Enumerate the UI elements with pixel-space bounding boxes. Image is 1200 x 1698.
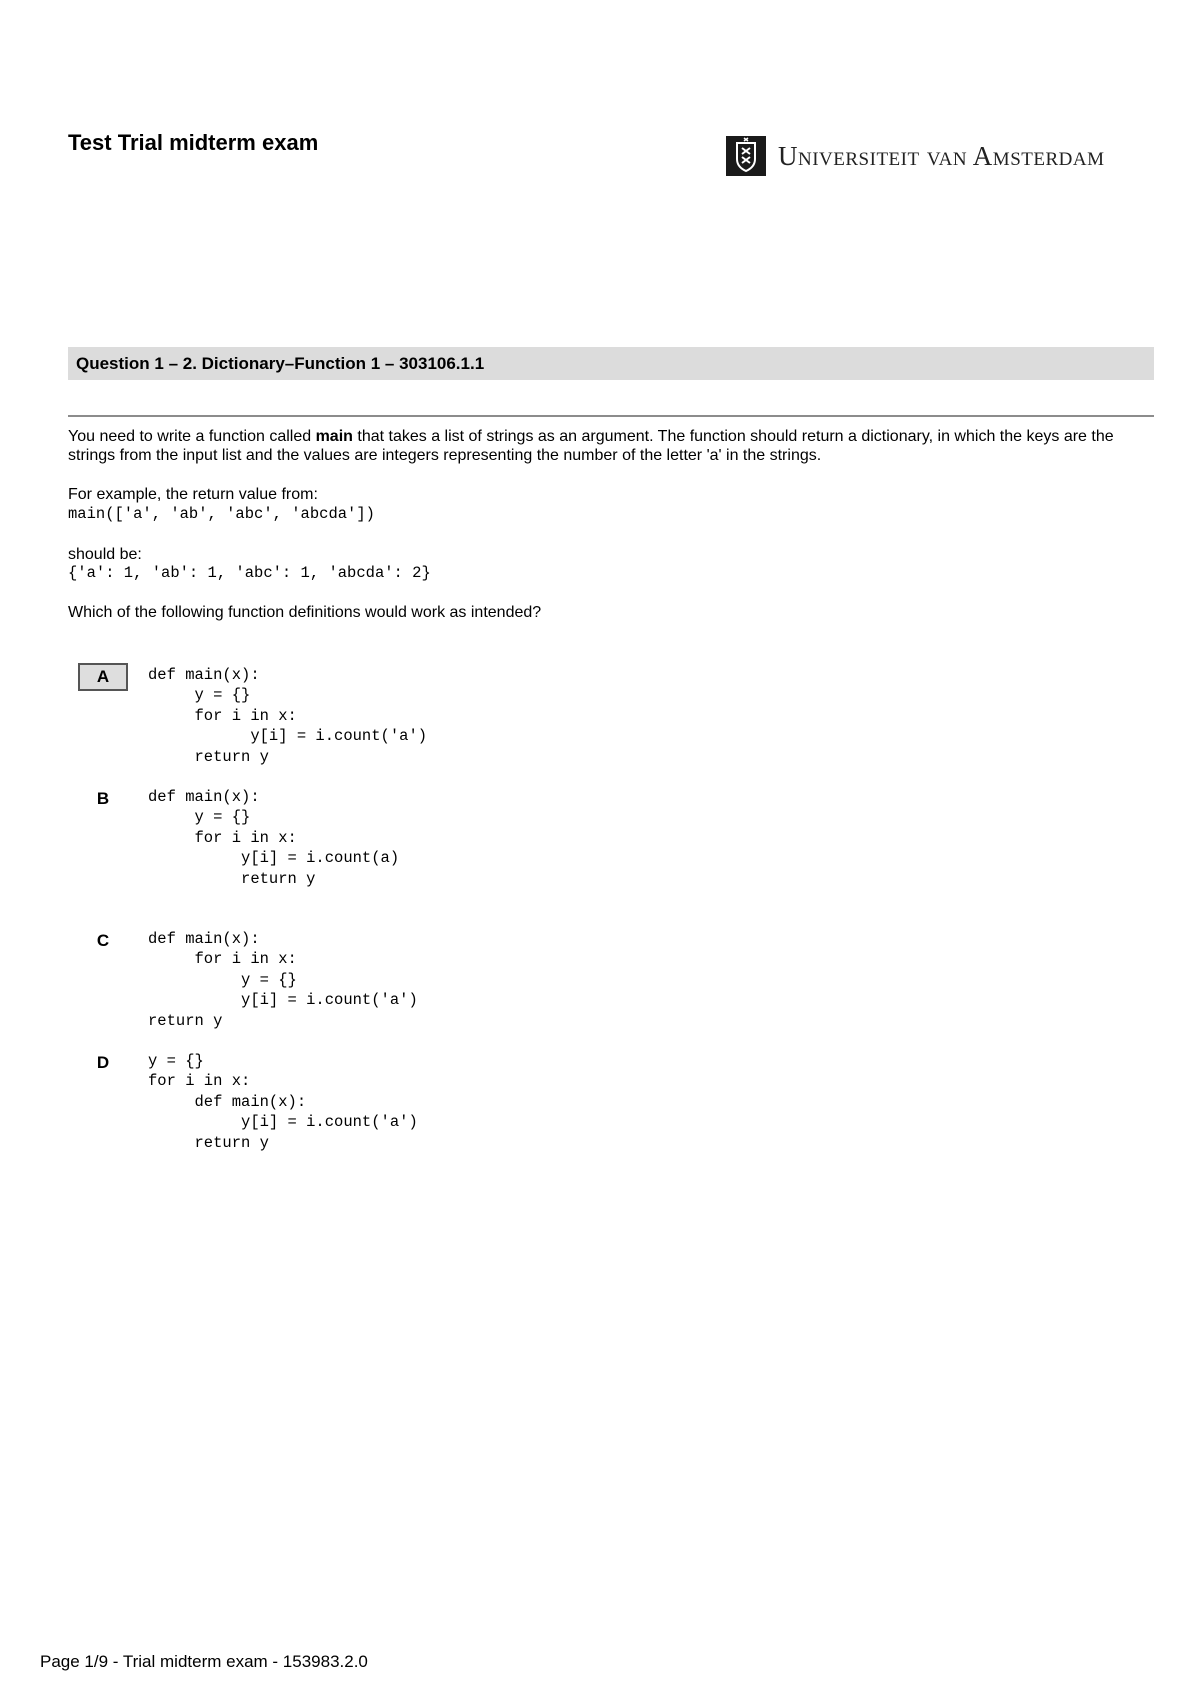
question-prompt: Which of the following function definitions would work as intended? xyxy=(68,604,542,621)
option-a-selector[interactable]: A xyxy=(78,663,128,691)
exam-title: Test Trial midterm exam xyxy=(68,130,319,155)
option-c-code: def main(x): for i in x: y = {} y[i] = i.count('a') return y xyxy=(148,930,418,1030)
option-a-code: def main(x): y = {} for i in x: y[i] = i.count('a') return y xyxy=(148,666,428,766)
option-d-selector[interactable]: D xyxy=(96,1053,110,1072)
option-b-code: def main(x): y = {} for i in x: y[i] = i.count(a) return y xyxy=(148,788,400,888)
page-footer: Page 1/9 - Trial midterm exam - 153983.2.0 xyxy=(40,1652,368,1671)
example-call: main(['a', 'ab', 'abc', 'abcda']) xyxy=(68,505,375,523)
expected-value: {'a': 1, 'ab': 1, 'abc': 1, 'abcda': 2} xyxy=(68,564,431,582)
question-header xyxy=(68,347,1154,380)
university-name: Universiteit van Amsterdam xyxy=(778,140,1105,171)
question-intro xyxy=(68,427,1154,465)
option-b-selector[interactable]: B xyxy=(96,789,110,808)
divider xyxy=(68,415,1154,417)
intro-text-end: that takes a list of strings as an argument. The function should return a dictionary, in which the keys are the strings from the input list and the values are integers representing the number of the letter 'a' in the strings. xyxy=(68,428,1114,464)
intro-bold-function-name: main xyxy=(315,428,353,445)
option-d-code: y = {} for i in x: def main(x): y[i] = i.count('a') return y xyxy=(148,1052,418,1152)
question-title: Question 1 – 2. Dictionary–Function 1 – 303106.1.1 xyxy=(76,353,485,373)
example-label: For example, the return value from: xyxy=(68,486,318,503)
intro-text-start: You need to write a function called xyxy=(68,428,316,445)
university-logo xyxy=(726,136,1105,176)
expected-label: should be: xyxy=(68,546,142,563)
university-crest-icon xyxy=(726,136,766,176)
option-c-selector[interactable]: C xyxy=(96,931,110,950)
